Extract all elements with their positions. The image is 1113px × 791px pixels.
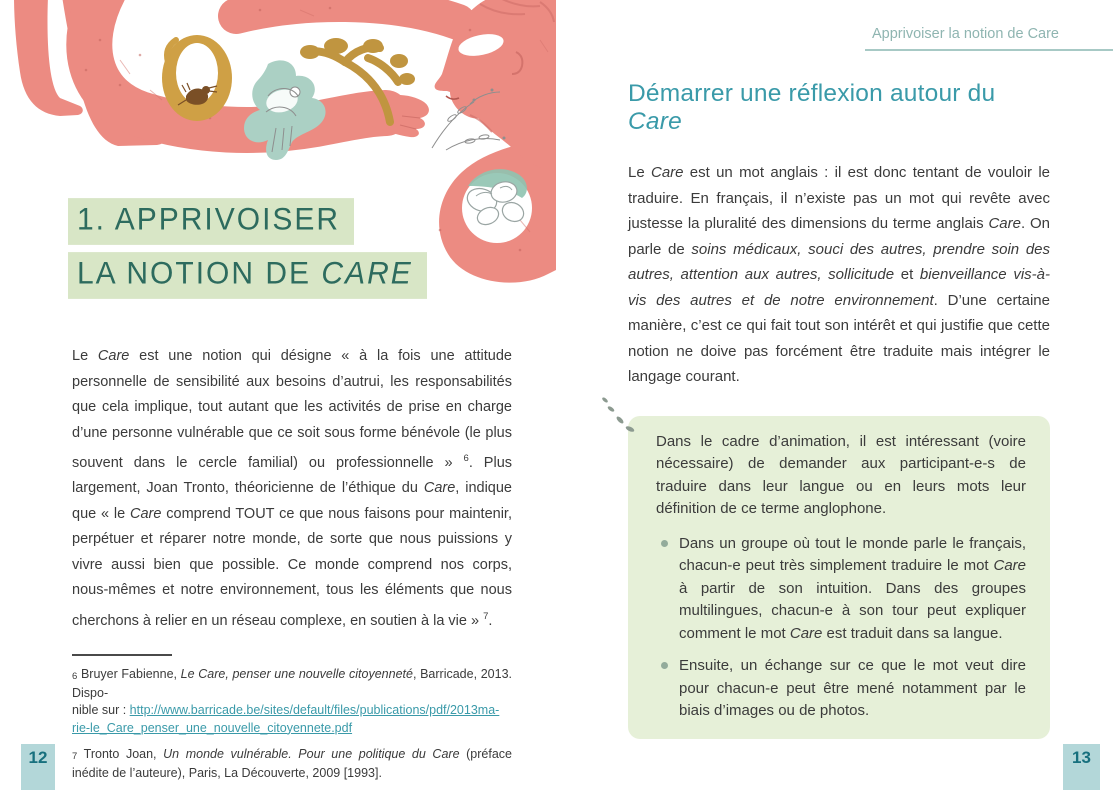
body-paragraph: Le Care est un mot anglais : il est donc tentant de vouloir le traduire. En français, il n’existe pas un mot qui revête avec justesse la pluralité des dimensions du terme anglais Care. On parle de soins médicaux, souci des autres, prendre soin des autres, attention aux autres, sollicitude et bienveillance vis-à-vis des autres et de notre environnement. D’une certaine manière, c’est ce qui fait tout son intérêt et qui justifie que cette notion ne doive pas forcément être traduite mais intégrer le langage courant. <box>628 164 1051 385</box>
right-page-content <box>628 80 1050 739</box>
page-number-tab-right <box>1063 744 1100 790</box>
bullet-list <box>656 533 1026 723</box>
page-right <box>557 0 1113 790</box>
chapter-title-line1: 1. APPRIVOISER <box>68 198 354 245</box>
bullet-item <box>656 655 1026 723</box>
footnote-7: $_7$ Tronto Joan, Un monde vulnérable. Pour une politique du Care (préface inédite de l’auteure), Paris, La Découverte, 2009 [1993]. <box>72 747 512 780</box>
body-paragraph: Le Care est une notion qui désigne « à la fois une attitude personnelle de sensibilité aux besoins d’autrui, les responsabilités que cela implique, tout autant que les activités de prise en charge d’une personne vulnérable que ce soit sous forme bénévole (le plus souvent dans le cercle familial) ou professionnelle » $^6$. Plus largement, Joan Tronto, théoricienne de l’éthique du Care, indique que « le Care comprend TOUT ce que nous faisons pour maintenir, perpétuer et réparer notre monde, de sorte que nous puissions y vivre aussi bien que possible. Ce monde comprend nos corps, nous-mêmes et notre environnement, tous les éléments que nous cherchons à relier en un réseau complexe, en soutien à la vie » $^7$. <box>72 348 513 629</box>
callout-box <box>628 416 1050 739</box>
bullet-item <box>656 533 1026 646</box>
footnote-6: $_6$ Bruyer Fabienne, Le Care, penser une nouvelle citoyenneté, Barricade, 2013. Dispo- nible sur : http://www.barricade.be/sites/default/files/publications/pdf/2013ma- rie-le_Care_penser_une_nouvelle_citoyennete.pdf <box>72 667 512 735</box>
bullet-icon <box>661 662 668 669</box>
running-header <box>865 26 1113 51</box>
page-number: 12 <box>28 748 48 767</box>
page-number-tab-left <box>21 744 55 790</box>
footnote-link[interactable]: rie-le_Care_penser_une_nouvelle_citoyennete.pdf <box>72 720 353 735</box>
bullet-icon <box>661 540 668 547</box>
chapter-title <box>68 199 427 307</box>
section-title: Démarrer une réflexion autour du Care <box>628 80 996 135</box>
chapter-title-line2: LA NOTION DE CARE <box>68 252 427 299</box>
callout-intro: Dans le cadre d’animation, il est intéressant (voire nécessaire) de demander aux participant-e-s de traduire dans leur langue ou en leurs mots leur définition de ce terme anglophone. <box>656 432 1026 517</box>
bullet-text: Ensuite, un échange sur ce que le mot veut dire pour chacun-e peut être mené notamment par le biais d’images ou de photos. <box>679 657 1026 719</box>
left-page-content <box>72 344 512 791</box>
footnote-link[interactable]: http://www.barricade.be/sites/default/files/publications/pdf/2013ma- <box>129 703 500 718</box>
page-number: 13 <box>1072 748 1091 767</box>
running-header-text: Apprivoiser la notion de Care <box>872 26 1059 42</box>
page-left <box>0 0 556 790</box>
footnote-divider <box>72 654 172 656</box>
leaf-trail-icon <box>598 396 638 448</box>
footnotes <box>72 666 512 782</box>
bullet-text: Dans un groupe où tout le monde parle le français, chacun-e peut très simplement traduire le mot Care à partir de son intuition. Dans des groupes multilingues, chacun-e à son tour peut expliquer comment le mot Care est traduit dans sa langue. <box>679 534 1026 642</box>
bird-nest-icon <box>162 35 232 121</box>
